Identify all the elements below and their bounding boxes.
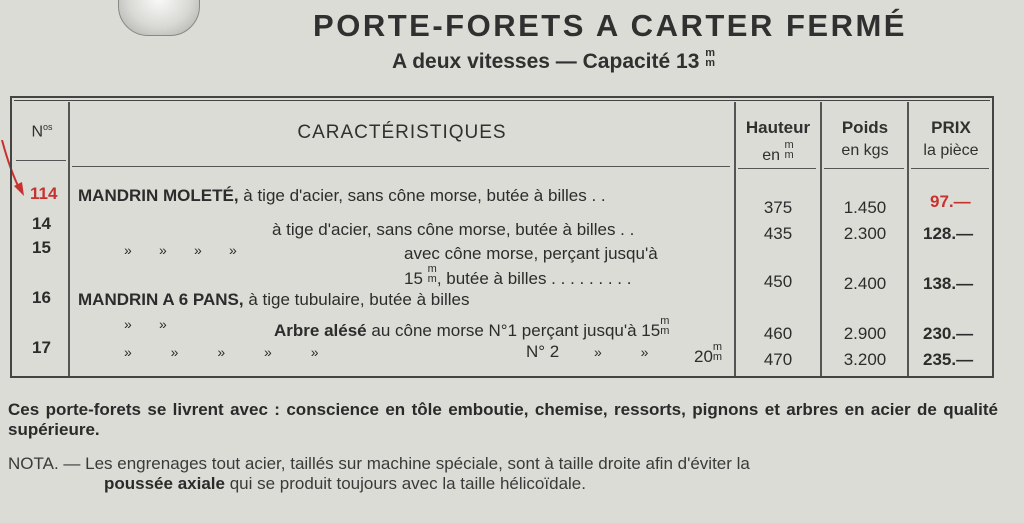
nota-bold: poussée axiale	[104, 474, 225, 493]
row-14-prix: 128.—	[923, 224, 974, 243]
row-17-size	[694, 342, 722, 367]
subtitle-unit	[705, 48, 715, 68]
frac-den: m	[712, 351, 723, 363]
nota-prefix: NOTA. — Les engrenages tout acier, taillés sur machine spéciale, sont à taille droite afin d'éviter la	[8, 454, 750, 473]
frac-num: m	[660, 315, 670, 327]
row-16b-poids: 2.900	[843, 324, 887, 343]
header-nos	[22, 122, 62, 141]
header-underline	[738, 168, 816, 169]
row-16b-hauteur: 460	[763, 324, 793, 343]
row-114-hauteur: 375	[763, 198, 793, 217]
header-prix: PRIX	[931, 118, 971, 137]
row-16b-prix: 230.—	[923, 324, 974, 343]
row-15-tail: , butée à billes . . . . . . . . .	[436, 269, 632, 288]
header-hauteur-frac	[785, 140, 794, 160]
row-114-text: à tige d'acier, sans cône morse, butée à billes . .	[243, 186, 606, 205]
row-16b-label: Arbre alésé	[274, 321, 367, 340]
row-14-number: 14	[32, 214, 51, 233]
row-15-poids: 2.400	[843, 274, 887, 293]
row-15-ditto: » » » »	[124, 242, 237, 258]
row-17-prix: 235.—	[923, 350, 974, 369]
footer-supply-note: Ces porte-forets se livrent avec : conscience en tôle emboutie, chemise, ressorts, pignons et arbres en acier de qualité supérieure.	[8, 400, 998, 439]
row-17-hauteur: 470	[763, 350, 793, 369]
header-underline	[72, 166, 730, 167]
frac-num: m	[427, 263, 437, 275]
row-17-ditto2: » »	[594, 344, 649, 360]
row-16b-frac	[660, 316, 669, 336]
row-17-number: 17	[32, 338, 51, 357]
header-hauteur: Hauteur	[745, 118, 811, 137]
row-17-ditto: » » » » »	[124, 344, 319, 360]
nota-indent	[8, 474, 104, 493]
header-hauteur-unit-label: en	[762, 147, 781, 164]
row-15-desc-cont	[404, 264, 631, 289]
row-16-label: MANDRIN A 6 PANS,	[78, 290, 244, 309]
row-14-poids: 2.300	[843, 224, 887, 243]
header-caracteristiques: CARACTÉRISTIQUES	[297, 122, 507, 143]
subtitle-unit-den: m	[705, 57, 715, 69]
col-divider	[68, 102, 70, 376]
row-114-desc	[78, 186, 606, 206]
subtitle-text: A deux vitesses — Capacité 13	[392, 50, 700, 73]
header-hauteur-unit	[736, 140, 820, 165]
header-prix-unit: la pièce	[923, 142, 979, 159]
product-table	[10, 96, 994, 378]
header-nos-label: N	[31, 123, 44, 141]
header-poids: Poids	[841, 118, 889, 137]
frac-den: m	[784, 149, 794, 161]
row-16-desc	[78, 290, 470, 310]
row-114-prix: 97.—	[930, 192, 971, 211]
row-15-desc: avec cône morse, perçant jusqu'à	[404, 244, 658, 263]
row-15-number: 15	[32, 238, 51, 257]
frac-den: m	[427, 273, 437, 285]
row-114-number: 114	[30, 184, 58, 203]
row-14-hauteur: 435	[763, 224, 793, 243]
row-114-poids: 1.450	[843, 198, 887, 217]
row-17-poids: 3.200	[843, 350, 887, 369]
header-nos-sup: os	[43, 122, 53, 132]
row-17-size-value: 20	[694, 347, 713, 366]
footer-nota	[8, 454, 998, 494]
row-16b-ditto: » »	[124, 316, 167, 332]
row-16b-desc	[274, 316, 669, 341]
row-17-desc: N° 2	[526, 342, 560, 361]
subtitle-unit-num: m	[705, 47, 715, 59]
header-underline	[16, 160, 66, 161]
row-16-text: à tige tubulaire, butée à billes	[248, 290, 470, 309]
row-15-prix: 138.—	[923, 274, 974, 293]
row-16b-text: au cône morse N°1 perçant jusqu'à 15	[371, 321, 661, 340]
nota-suffix: qui se produit toujours avec la taille hélicoïdale.	[229, 474, 586, 493]
row-114-label: MANDRIN MOLETÉ,	[78, 186, 239, 205]
row-15-hauteur: 450	[763, 272, 793, 291]
header-poids-unit: en kgs	[841, 142, 889, 159]
frac-num: m	[784, 139, 794, 151]
row-16-number: 16	[32, 288, 51, 307]
row-17-frac	[713, 342, 722, 362]
frac-den: m	[660, 325, 670, 337]
frac-num: m	[712, 341, 723, 353]
row-14-desc: à tige d'acier, sans cône morse, butée à billes . .	[272, 220, 635, 239]
header-underline	[824, 168, 904, 169]
page-subtitle	[392, 48, 715, 74]
header-underline	[911, 168, 989, 169]
page-title: PORTE-FORETS A CARTER FERMÉ	[313, 8, 907, 43]
row-15-size: 15	[404, 269, 423, 288]
row-15-frac	[428, 264, 437, 284]
